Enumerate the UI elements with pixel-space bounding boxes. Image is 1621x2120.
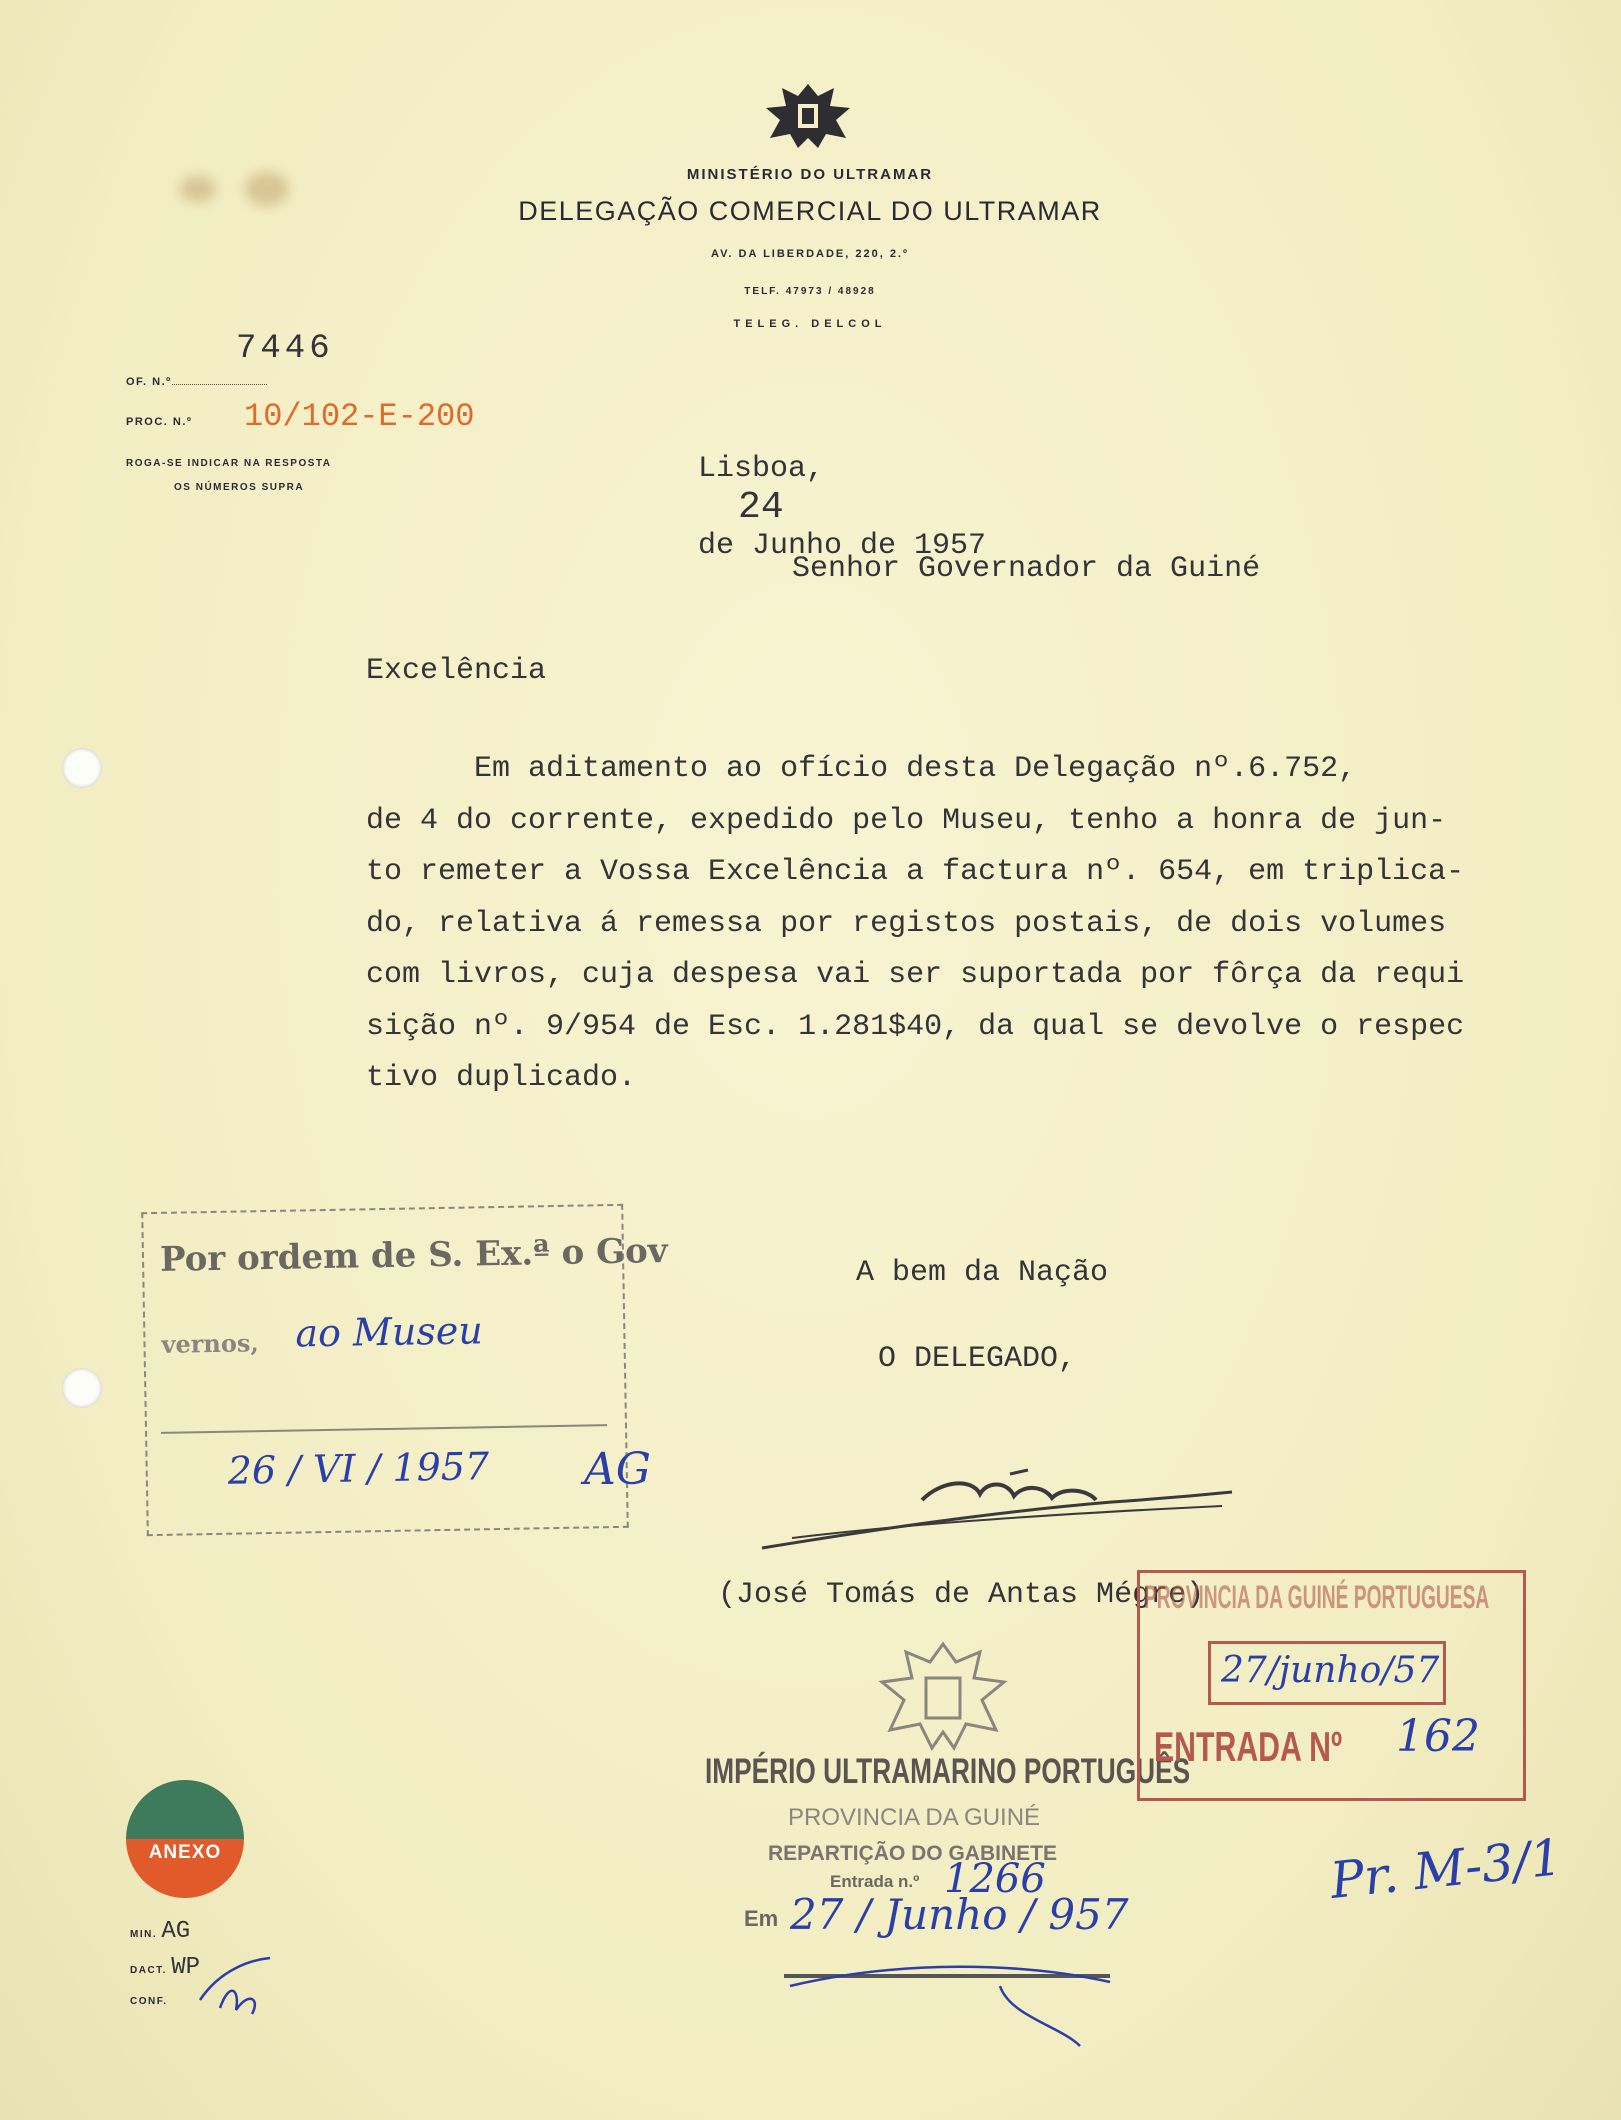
order-stamp-line1: Por ordem de S. Ex.ª o Gov — [159, 1231, 668, 1280]
address: AV. DA LIBERDADE, 220, 2.º — [710, 248, 910, 260]
province-emblem-icon — [868, 1636, 1018, 1756]
telephone: TELF. 47973 / 48928 — [744, 286, 876, 297]
province-stamp-scribble — [780, 1956, 1140, 2056]
date-rest: de Junho de 1957 — [698, 529, 987, 563]
entrada-stamp — [1137, 1570, 1526, 1801]
order-stamp-initials: AG — [584, 1444, 651, 1495]
proc-number: 10/102-E-200 — [244, 398, 475, 435]
proc-label: PROC. N.º — [126, 416, 193, 428]
closing-line: A bem da Nação — [856, 1256, 1109, 1290]
signatory-name: (José Tomás de Antas Mégre) — [718, 1578, 1205, 1612]
salutation: Excelência — [366, 654, 547, 688]
entrada-stamp-header: PROVINCIA DA GUINÉ PORTUGUESA — [1144, 1579, 1490, 1615]
stain-mark — [245, 172, 289, 206]
province-stamp-department: REPARTIÇÃO DO GABINETE — [768, 1842, 1057, 1865]
reference-note-line2: OS NÚMEROS SUPRA — [174, 482, 305, 493]
order-stamp-rule — [161, 1424, 607, 1434]
telegraph: TELEG. DELCOL — [733, 318, 887, 330]
addressee: Senhor Governador da Guiné — [792, 552, 1261, 586]
body-line: de 4 do corrente, expedido pelo Museu, tenho a honra de jun- — [366, 803, 1447, 838]
body-line: do, relativa á remessa por registos postais, de dois volumes — [366, 906, 1447, 941]
body-line: Em aditamento ao ofício desta Delegação nº.6.752, — [366, 752, 1357, 786]
date-place: Lisboa, — [698, 452, 825, 486]
footer-dact-value: WP — [171, 1954, 201, 1981]
body-line: com livros, cuja despesa vai ser suportada por fôrça da requi — [366, 958, 1465, 992]
body-line: tivo duplicado. — [366, 1061, 637, 1095]
footer-min-value: AG — [161, 1918, 191, 1945]
entrada-stamp-date-box — [1208, 1641, 1446, 1705]
coat-of-arms-icon — [760, 78, 856, 154]
letter-body — [366, 744, 1606, 1105]
of-label: OF. N.º — [126, 376, 267, 388]
body-line: sição nº. 9/954 de Esc. 1.281$40, da qual se devolve o respec — [366, 1009, 1465, 1044]
delegation-name: DELEGAÇÃO COMERCIAL DO ULTRAMAR — [518, 196, 1102, 226]
stain-mark — [180, 176, 216, 202]
annex-badge-label: ANEXO — [148, 1842, 222, 1863]
entrada-stamp-date: 27/junho/57 — [1221, 1650, 1440, 1691]
ministry-name: MINISTÉRIO DO ULTRAMAR — [686, 166, 934, 183]
body-line: to remeter a Vossa Excelência a factura nº. 654, em triplica- — [366, 855, 1465, 889]
punch-hole-top — [62, 748, 102, 788]
province-stamp-province: PROVINCIA DA GUINÉ — [788, 1804, 1041, 1831]
reference-note-line1: ROGA-SE INDICAR NA RESPOSTA — [126, 458, 332, 469]
province-stamp-date-label: Em — [744, 1906, 779, 1931]
province-stamp-entry-number: 1266 — [944, 1856, 1046, 1902]
annex-badge — [126, 1780, 244, 1898]
order-stamp-date: 26 / VI / 1957 — [227, 1444, 490, 1493]
of-number: 7446 — [236, 330, 334, 368]
order-stamp-line2: vernos, — [161, 1328, 259, 1359]
footer-initials-scribble — [190, 1950, 280, 2020]
entrada-stamp-label: ENTRADA Nº — [1154, 1723, 1342, 1770]
footer-min: MIN. AG — [130, 1918, 191, 1945]
province-stamp-title: IMPÉRIO ULTRAMARINO PORTUGUÊS — [705, 1752, 1191, 1791]
signature — [752, 1450, 1242, 1570]
closing-title: O DELEGADO, — [878, 1342, 1077, 1376]
handwritten-reference: Pr. M-3/1 — [1327, 1828, 1565, 1910]
province-stamp-date: 27 / Junho / 957 — [790, 1890, 1129, 1939]
province-stamp-entry-label: Entrada n.º — [830, 1872, 920, 1891]
entrada-stamp-number: 162 — [1396, 1711, 1480, 1762]
punch-hole-bottom — [62, 1368, 102, 1408]
date-day: 24 — [738, 486, 784, 529]
footer-dact: DACT. WP — [130, 1954, 201, 1981]
order-stamp — [141, 1204, 668, 1536]
order-stamp-destination: ao Museu — [294, 1308, 484, 1356]
footer-conf: CONF. — [130, 1996, 168, 2007]
